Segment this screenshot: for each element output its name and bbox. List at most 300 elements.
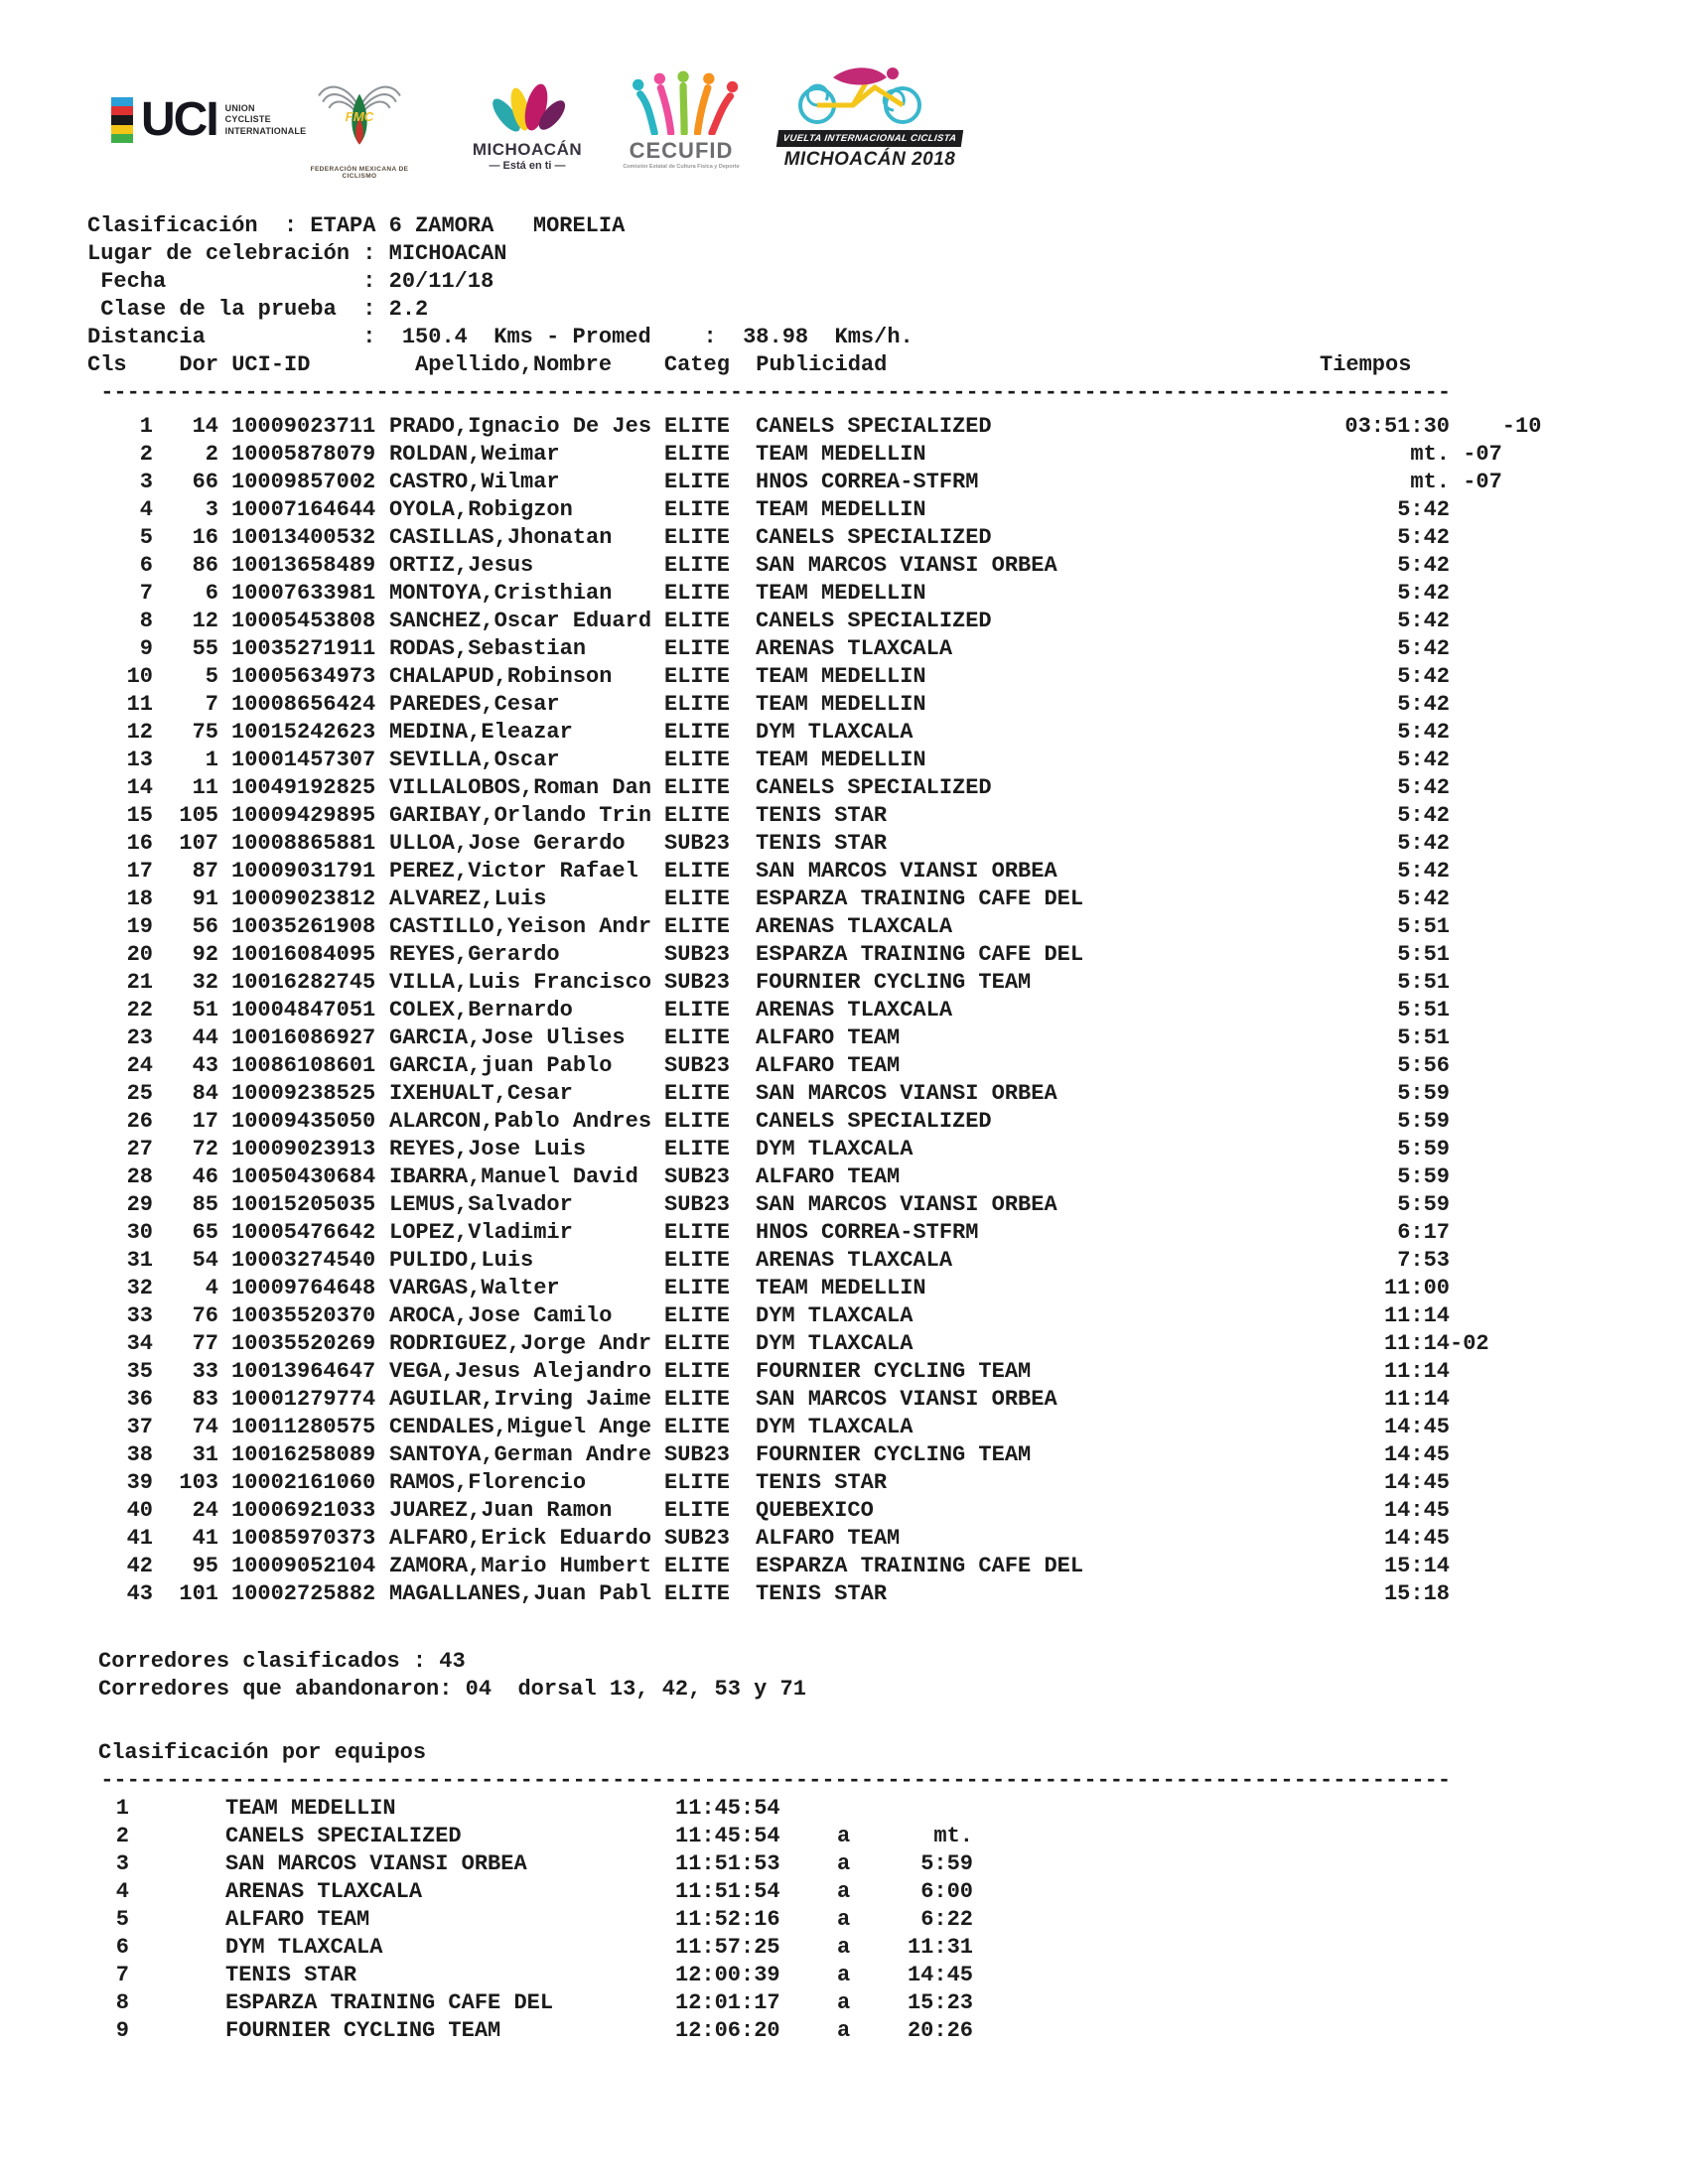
result-name: GARIBAY,Orlando Trin (389, 803, 652, 828)
teams-separator: ------------------------------------------------------------------------------------------------------- (87, 1768, 1452, 1793)
result-dor: 7 (205, 692, 218, 717)
result-categ: ELITE (664, 553, 731, 578)
result-categ: SUB23 (664, 1164, 731, 1189)
result-cls: 26 (126, 1109, 153, 1134)
result-name: VEGA,Jesus Alejandro (389, 1359, 652, 1384)
result-categ: ELITE (664, 1137, 731, 1161)
result-dor: 43 (192, 1053, 218, 1078)
result-uci: 10006921033 (231, 1498, 376, 1523)
result-categ: ELITE (664, 664, 731, 689)
result-team: QUEBEXICO (756, 1498, 874, 1523)
result-uci: 10013964647 (231, 1359, 376, 1384)
result-categ: ELITE (664, 1025, 731, 1050)
uci-subtitle-line: INTERNATIONALE (224, 125, 307, 136)
result-team: ARENAS TLAXCALA (756, 1248, 953, 1273)
result-categ: ELITE (664, 803, 731, 828)
result-categ: ELITE (664, 442, 731, 467)
result-cls: 25 (126, 1081, 153, 1106)
result-time: 5:59 (1397, 1081, 1450, 1106)
result-cls: 43 (126, 1581, 153, 1606)
result-dor: 72 (192, 1137, 218, 1161)
team-pos: 7 (115, 1963, 129, 1987)
cecufid-wordmark: CECUFID (629, 138, 734, 163)
result-dor: 74 (192, 1415, 218, 1439)
result-uci: 10016084095 (231, 942, 376, 967)
result-row (87, 496, 1656, 524)
result-categ: ELITE (664, 887, 731, 911)
result-team: TEAM MEDELLIN (756, 581, 926, 606)
result-uci: 10009023812 (231, 887, 376, 911)
result-team: ARENAS TLAXCALA (756, 914, 953, 939)
result-categ: SUB23 (664, 1442, 731, 1467)
result-time: 5:59 (1397, 1109, 1450, 1134)
teams-title: Clasificación por equipos (98, 1740, 427, 1765)
result-row (87, 1330, 1656, 1358)
result-uci: 10009031791 (231, 859, 376, 884)
result-cls: 21 (126, 970, 153, 995)
result-categ: ELITE (664, 1359, 731, 1384)
result-dor: 66 (192, 470, 218, 494)
team-team: ALFARO TEAM (225, 1907, 370, 1932)
result-name: SEVILLA,Oscar (389, 748, 560, 772)
result-name: PULIDO,Luis (389, 1248, 534, 1273)
result-time: 03:51:30 (1344, 414, 1450, 439)
result-dor: 107 (179, 831, 218, 856)
team-pos: 4 (115, 1879, 129, 1904)
result-categ: ELITE (664, 1303, 731, 1328)
team-time: 12:00:39 (675, 1963, 780, 1987)
result-row (87, 1553, 1656, 1580)
result-uci: 10008656424 (231, 692, 376, 717)
result-cls: 1 (139, 414, 153, 439)
result-time: 5:42 (1397, 692, 1450, 717)
result-row (87, 969, 1656, 997)
result-uci: 10003274540 (231, 1248, 376, 1273)
result-row (87, 774, 1656, 802)
result-uci: 10035271911 (231, 636, 376, 661)
result-cls: 22 (126, 998, 153, 1023)
result-dor: 16 (192, 525, 218, 550)
result-name: MEDINA,Eleazar (389, 720, 573, 745)
result-team: ARENAS TLAXCALA (756, 636, 953, 661)
team-pos: 6 (115, 1935, 129, 1960)
uci-subtitle-line: CYCLISTE (224, 114, 271, 125)
result-row (87, 1275, 1656, 1302)
result-time: 5:59 (1397, 1137, 1450, 1161)
michoacan-logo (461, 81, 594, 172)
result-team: HNOS CORREA-STFRM (756, 1220, 979, 1245)
result-uci: 10002725882 (231, 1581, 376, 1606)
result-categ: ELITE (664, 1248, 731, 1273)
result-row (87, 886, 1656, 913)
result-time: 11:14 (1383, 1359, 1450, 1384)
result-cls: 3 (139, 470, 153, 494)
result-categ: ELITE (664, 1554, 731, 1578)
team-time: 11:45:54 (675, 1796, 780, 1821)
result-team: CANELS SPECIALIZED (756, 525, 992, 550)
result-dor: 54 (192, 1248, 218, 1273)
result-categ: ELITE (664, 1331, 731, 1356)
result-name: COLEX,Bernardo (389, 998, 573, 1023)
result-uci: 10009435050 (231, 1109, 376, 1134)
team-time: 12:06:20 (675, 2018, 780, 2043)
result-row (87, 580, 1656, 608)
uci-stripe (111, 115, 133, 124)
result-bonus: -07 (1450, 470, 1502, 494)
result-dor: 12 (192, 609, 218, 633)
results-columns-header: Cls Dor UCI-ID Apellido,Nombre Categ Publicidad Tiempos (87, 352, 1412, 377)
result-row (87, 719, 1656, 747)
result-name: REYES,Jose Luis (389, 1137, 587, 1161)
result-categ: SUB23 (664, 1053, 731, 1078)
result-time: 5:51 (1397, 942, 1450, 967)
result-cls: 2 (139, 442, 153, 467)
result-dor: 75 (192, 720, 218, 745)
result-name: LOPEZ,Vladimir (389, 1220, 573, 1245)
result-categ: ELITE (664, 1081, 731, 1106)
result-name: ULLOA,Jose Gerardo (389, 831, 626, 856)
team-pos: 9 (115, 2018, 129, 2043)
result-team: SAN MARCOS VIANSI ORBEA (756, 1192, 1057, 1217)
result-bonus: -10 (1450, 414, 1542, 439)
result-row (87, 1247, 1656, 1275)
uci-wordmark: UCI (141, 93, 217, 146)
team-a: a (837, 2018, 851, 2043)
result-dor: 1 (205, 748, 218, 772)
result-uci: 10001279774 (231, 1387, 376, 1412)
result-dor: 44 (192, 1025, 218, 1050)
result-dor: 76 (192, 1303, 218, 1328)
result-uci: 10015242623 (231, 720, 376, 745)
result-row (87, 1108, 1656, 1136)
cecufid-caption: Comisión Estatal de Cultura Física y Deporte (623, 164, 740, 170)
result-uci: 10009023913 (231, 1137, 376, 1161)
result-name: GARCIA,juan Pablo (389, 1053, 613, 1078)
result-team: CANELS SPECIALIZED (756, 609, 992, 633)
team-team: ESPARZA TRAINING CAFE DEL (225, 1990, 554, 2015)
result-categ: ELITE (664, 775, 731, 800)
result-categ: SUB23 (664, 1192, 731, 1217)
team-a: a (837, 1879, 851, 1904)
result-cls: 20 (126, 942, 153, 967)
result-cls: 27 (126, 1137, 153, 1161)
result-team: TEAM MEDELLIN (756, 748, 926, 772)
result-uci: 10016282745 (231, 970, 376, 995)
result-team: CANELS SPECIALIZED (756, 1109, 992, 1134)
result-categ: ELITE (664, 998, 731, 1023)
result-categ: ELITE (664, 609, 731, 633)
result-bonus: -02 (1450, 1331, 1489, 1356)
result-team: SAN MARCOS VIANSI ORBEA (756, 1387, 1057, 1412)
result-time: 5:56 (1397, 1053, 1450, 1078)
team-time: 11:57:25 (675, 1935, 780, 1960)
result-name: PAREDES,Cesar (389, 692, 560, 717)
result-team: TEAM MEDELLIN (756, 692, 926, 717)
result-dor: 3 (205, 497, 218, 522)
result-uci: 10005453808 (231, 609, 376, 633)
result-cls: 35 (126, 1359, 153, 1384)
result-name: VARGAS,Walter (389, 1276, 560, 1300)
result-row (87, 858, 1656, 886)
team-row (87, 2017, 1180, 2045)
result-team: DYM TLAXCALA (756, 1415, 914, 1439)
result-name: AGUILAR,Irving Jaime (389, 1387, 652, 1412)
result-cls: 28 (126, 1164, 153, 1189)
team-time: 11:52:16 (675, 1907, 780, 1932)
result-name: VILLA,Luis Francisco (389, 970, 652, 995)
result-cls: 8 (139, 609, 153, 633)
result-row (87, 1580, 1656, 1608)
result-categ: ELITE (664, 1415, 731, 1439)
result-cls: 6 (139, 553, 153, 578)
result-cls: 38 (126, 1442, 153, 1467)
result-cls: 23 (126, 1025, 153, 1050)
team-a: a (837, 1824, 851, 1848)
result-name: JUAREZ,Juan Ramon (389, 1498, 613, 1523)
result-uci: 10007164644 (231, 497, 376, 522)
result-row (87, 441, 1656, 469)
team-gap: 15:23 (907, 1990, 973, 2015)
result-time: 5:42 (1397, 775, 1450, 800)
fmc-logo (306, 73, 413, 180)
result-time: 5:42 (1397, 553, 1450, 578)
result-name: CHALAPUD,Robinson (389, 664, 613, 689)
result-uci: 10005878079 (231, 442, 376, 467)
result-uci: 10004847051 (231, 998, 376, 1023)
result-time: 5:42 (1397, 748, 1450, 772)
uci-subtitle (225, 103, 307, 138)
result-team: ALFARO TEAM (756, 1053, 901, 1078)
result-time: 15:18 (1383, 1581, 1450, 1606)
result-time: 5:51 (1397, 914, 1450, 939)
result-team: TENIS STAR (756, 1470, 888, 1495)
result-categ: ELITE (664, 470, 731, 494)
result-name: RODAS,Sebastian (389, 636, 587, 661)
result-cls: 13 (126, 748, 153, 772)
uci-stripe (111, 97, 133, 106)
result-categ: ELITE (664, 1276, 731, 1300)
result-team: SAN MARCOS VIANSI ORBEA (756, 1081, 1057, 1106)
team-a: a (837, 1935, 851, 1960)
result-cls: 36 (126, 1387, 153, 1412)
result-dor: 85 (192, 1192, 218, 1217)
result-cls: 41 (126, 1526, 153, 1551)
result-time: 5:42 (1397, 720, 1450, 745)
michoacan-tagline: — Está en ti — (489, 160, 566, 172)
fmc-wordmark: FMC (345, 109, 374, 125)
result-categ: ELITE (664, 414, 731, 439)
result-row (87, 830, 1656, 858)
result-name: ALFARO,Erick Eduardo (389, 1526, 652, 1551)
team-time: 11:45:54 (675, 1824, 780, 1848)
result-team: DYM TLAXCALA (756, 1303, 914, 1328)
result-name: ZAMORA,Mario Humbert (389, 1554, 652, 1578)
result-cls: 31 (126, 1248, 153, 1273)
result-cls: 16 (126, 831, 153, 856)
team-row (87, 1878, 1180, 1906)
result-categ: SUB23 (664, 1526, 731, 1551)
result-categ: ELITE (664, 748, 731, 772)
result-dor: 92 (192, 942, 218, 967)
result-team: SAN MARCOS VIANSI ORBEA (756, 859, 1057, 884)
fmc-eagle-icon (308, 73, 411, 161)
result-team: ALFARO TEAM (756, 1526, 901, 1551)
result-row (87, 941, 1656, 969)
result-team: ARENAS TLAXCALA (756, 998, 953, 1023)
team-gap: 11:31 (907, 1935, 973, 1960)
result-time: 7:53 (1397, 1248, 1450, 1273)
result-cls: 5 (139, 525, 153, 550)
result-dor: 84 (192, 1081, 218, 1106)
result-name: PEREZ,Victor Rafael (389, 859, 638, 884)
uci-stripes-icon (111, 97, 133, 143)
result-name: GARCIA,Jose Ulises (389, 1025, 626, 1050)
result-row (87, 802, 1656, 830)
team-gap: 6:00 (920, 1879, 973, 1904)
result-time: 5:42 (1397, 581, 1450, 606)
result-uci: 10007633981 (231, 581, 376, 606)
result-categ: SUB23 (664, 970, 731, 995)
result-dor: 83 (192, 1387, 218, 1412)
header-line-fecha: Fecha : 20/11/18 (87, 269, 494, 294)
result-team: TEAM MEDELLIN (756, 1276, 926, 1300)
result-dor: 41 (192, 1526, 218, 1551)
team-row (87, 1906, 1180, 1934)
result-team: FOURNIER CYCLING TEAM (756, 1442, 1032, 1467)
result-time: 5:51 (1397, 998, 1450, 1023)
result-categ: ELITE (664, 720, 731, 745)
result-team: TEAM MEDELLIN (756, 497, 926, 522)
result-categ: ELITE (664, 859, 731, 884)
result-name: CASTILLO,Yeison Andr (389, 914, 652, 939)
team-gap: 14:45 (907, 1963, 973, 1987)
result-name: IBARRA,Manuel David (389, 1164, 638, 1189)
team-pos: 1 (115, 1796, 129, 1821)
result-categ: ELITE (664, 1470, 731, 1495)
uci-stripe (111, 106, 133, 115)
team-time: 11:51:53 (675, 1851, 780, 1876)
team-a: a (837, 1963, 851, 1987)
result-categ: ELITE (664, 1581, 731, 1606)
result-uci: 10009238525 (231, 1081, 376, 1106)
team-team: CANELS SPECIALIZED (225, 1824, 462, 1848)
result-cls: 30 (126, 1220, 153, 1245)
result-cls: 14 (126, 775, 153, 800)
result-team: SAN MARCOS VIANSI ORBEA (756, 553, 1057, 578)
result-name: SANTOYA,German Andre (389, 1442, 652, 1467)
uci-subtitle-line: UNION (224, 102, 255, 113)
result-cls: 9 (139, 636, 153, 661)
results-separator: ------------------------------------------------------------------------------------------------------- (87, 380, 1452, 405)
team-gap: 20:26 (907, 2018, 973, 2043)
result-categ: ELITE (664, 636, 731, 661)
result-team: ESPARZA TRAINING CAFE DEL (756, 942, 1084, 967)
team-row (87, 1934, 1180, 1962)
result-dor: 6 (205, 581, 218, 606)
result-team: HNOS CORREA-STFRM (756, 470, 979, 494)
team-team: DYM TLAXCALA (225, 1935, 383, 1960)
result-bonus: -07 (1450, 442, 1502, 467)
result-uci: 10001457307 (231, 748, 376, 772)
result-team: CANELS SPECIALIZED (756, 414, 992, 439)
result-name: CASTRO,Wilmar (389, 470, 560, 494)
result-name: ROLDAN,Weimar (389, 442, 560, 467)
team-row (87, 1795, 1180, 1823)
cecufid-figures-icon (620, 69, 743, 135)
result-time: 5:42 (1397, 859, 1450, 884)
result-time: 5:51 (1397, 970, 1450, 995)
result-time: 11:14 (1383, 1331, 1450, 1356)
result-row (87, 1386, 1656, 1414)
result-dor: 46 (192, 1164, 218, 1189)
result-cls: 33 (126, 1303, 153, 1328)
result-dor: 33 (192, 1359, 218, 1384)
result-uci: 10016086927 (231, 1025, 376, 1050)
result-dor: 14 (192, 414, 218, 439)
team-pos: 2 (115, 1824, 129, 1848)
result-dor: 65 (192, 1220, 218, 1245)
result-row (87, 1052, 1656, 1080)
result-cls: 29 (126, 1192, 153, 1217)
result-categ: ELITE (664, 1109, 731, 1134)
result-row (87, 635, 1656, 663)
result-uci: 10016258089 (231, 1442, 376, 1467)
result-name: CENDALES,Miguel Ange (389, 1415, 652, 1439)
result-row (87, 1219, 1656, 1247)
result-name: ALVAREZ,Luis (389, 887, 547, 911)
result-time: 11:14 (1383, 1303, 1450, 1328)
vuelta-michoacan-logo (771, 62, 969, 171)
result-team: ALFARO TEAM (756, 1164, 901, 1189)
result-time: mt. (1410, 442, 1450, 467)
team-pos: 5 (115, 1907, 129, 1932)
result-name: SANCHEZ,Oscar Eduard (389, 609, 652, 633)
cyclist-icon (775, 62, 964, 125)
michoacan-wordmark: MICHOACÁN (472, 140, 583, 159)
result-dor: 101 (179, 1581, 218, 1606)
result-row (87, 1136, 1656, 1163)
result-dor: 87 (192, 859, 218, 884)
team-a: a (837, 1907, 851, 1932)
result-dor: 4 (205, 1276, 218, 1300)
result-uci: 10005634973 (231, 664, 376, 689)
result-row (87, 1163, 1656, 1191)
result-dor: 55 (192, 636, 218, 661)
result-time: 5:51 (1397, 1025, 1450, 1050)
result-cls: 37 (126, 1415, 153, 1439)
result-cls: 18 (126, 887, 153, 911)
result-uci: 10008865881 (231, 831, 376, 856)
result-dor: 31 (192, 1442, 218, 1467)
result-cls: 17 (126, 859, 153, 884)
result-row (87, 663, 1656, 691)
result-name: ORTIZ,Jesus (389, 553, 534, 578)
result-dor: 86 (192, 553, 218, 578)
header-line-lugar: Lugar de celebración : MICHOACAN (87, 241, 507, 266)
result-name: RAMOS,Florencio (389, 1470, 587, 1495)
result-uci: 10013400532 (231, 525, 376, 550)
result-dor: 24 (192, 1498, 218, 1523)
result-name: REYES,Gerardo (389, 942, 560, 967)
result-categ: ELITE (664, 581, 731, 606)
result-team: FOURNIER CYCLING TEAM (756, 970, 1032, 995)
result-uci: 10015205035 (231, 1192, 376, 1217)
result-name: IXEHUALT,Cesar (389, 1081, 573, 1106)
vuelta-title: MICHOACÁN 2018 (783, 149, 956, 170)
result-uci: 10035520269 (231, 1331, 376, 1356)
result-categ: ELITE (664, 1387, 731, 1412)
result-row (87, 524, 1656, 552)
